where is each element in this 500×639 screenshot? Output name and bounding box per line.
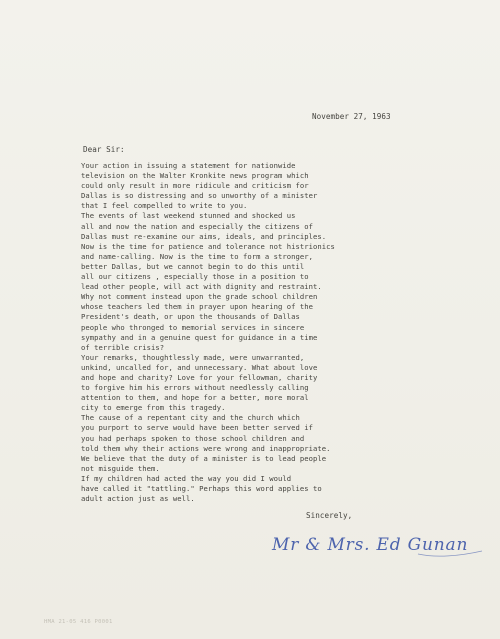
body-line: We believe that the duty of a minister is to lead people bbox=[81, 453, 327, 463]
body-line: all our citizens , especially those in a position to bbox=[81, 272, 309, 282]
body-line: could only result in more ridicule and criticism for bbox=[81, 181, 309, 191]
signature-text: Mr & Mrs. Ed Gunan bbox=[272, 535, 469, 555]
body-line: television on the Walter Kronkite news program which bbox=[81, 171, 309, 181]
body-line: you had perhaps spoken to those school children and bbox=[81, 433, 305, 443]
body-line: adult action just as well. bbox=[81, 494, 195, 504]
body-line: and hope and charity? Love for your fellowman, charity bbox=[81, 372, 318, 382]
letter-date: November 27, 1963 bbox=[312, 112, 391, 121]
body-line: and name-calling. Now is the time to form a stronger, bbox=[81, 251, 313, 261]
body-line: city to emerge from this tragedy. bbox=[81, 403, 226, 413]
body-line: lead other people, will act with dignity and restraint. bbox=[81, 282, 322, 292]
body-line: Your remarks, thoughtlessly made, were unwarranted, bbox=[81, 352, 305, 362]
body-line: of terrible crisis? bbox=[81, 342, 165, 352]
handwritten-signature bbox=[268, 523, 490, 563]
body-line: to forgive him his errors without needlessly calling bbox=[81, 383, 309, 393]
body-line: Dallas must re-examine our aims, ideals, and principles. bbox=[81, 231, 327, 241]
body-line: Dallas is so distressing and so unworthy of a minister bbox=[81, 191, 318, 201]
body-line: The events of last weekend stunned and shocked us bbox=[81, 211, 296, 221]
body-line: Your action in issuing a statement for nationwide bbox=[81, 161, 296, 170]
body-line: not misguide them. bbox=[81, 463, 160, 473]
archive-stamp: HMA 21-05 416 P0001 bbox=[44, 619, 113, 625]
body-line: have called it "tattling." Perhaps this word applies to bbox=[81, 484, 322, 493]
body-line: The cause of a repentant city and the church which bbox=[81, 413, 300, 423]
body-line: attention to them, and hope for a better, more moral bbox=[81, 393, 309, 403]
body-line: Why not comment instead upon the grade school children bbox=[81, 292, 318, 302]
body-line: you purport to serve would have been better served if bbox=[81, 423, 313, 433]
salutation: Dear Sir: bbox=[83, 145, 125, 154]
body-line: people who thronged to memorial services in sincere bbox=[81, 322, 305, 332]
body-line: told them why their actions were wrong and inappropriate. bbox=[81, 443, 331, 453]
closing: Sincerely, bbox=[306, 511, 353, 520]
body-line: all and now the nation and especially the citizens of bbox=[81, 221, 313, 231]
body-line: that I feel compelled to write to you. bbox=[81, 201, 248, 211]
body-line: unkind, uncalled for, and unnecessary. What about love bbox=[81, 362, 318, 372]
body-line: If my children had acted the way you did I would bbox=[81, 473, 292, 483]
body-line: sympathy and in a genuine quest for guidance in a time bbox=[81, 332, 318, 342]
body-line: Now is the time for patience and tolerance not histrionics bbox=[81, 241, 335, 251]
body-line: President's death, or upon the thousands of Dallas bbox=[81, 312, 300, 322]
letter-body bbox=[81, 161, 481, 504]
body-line: better Dallas, but we cannot begin to do this until bbox=[81, 261, 305, 271]
body-line: whose teachers led them in prayer upon hearing of the bbox=[81, 302, 313, 312]
